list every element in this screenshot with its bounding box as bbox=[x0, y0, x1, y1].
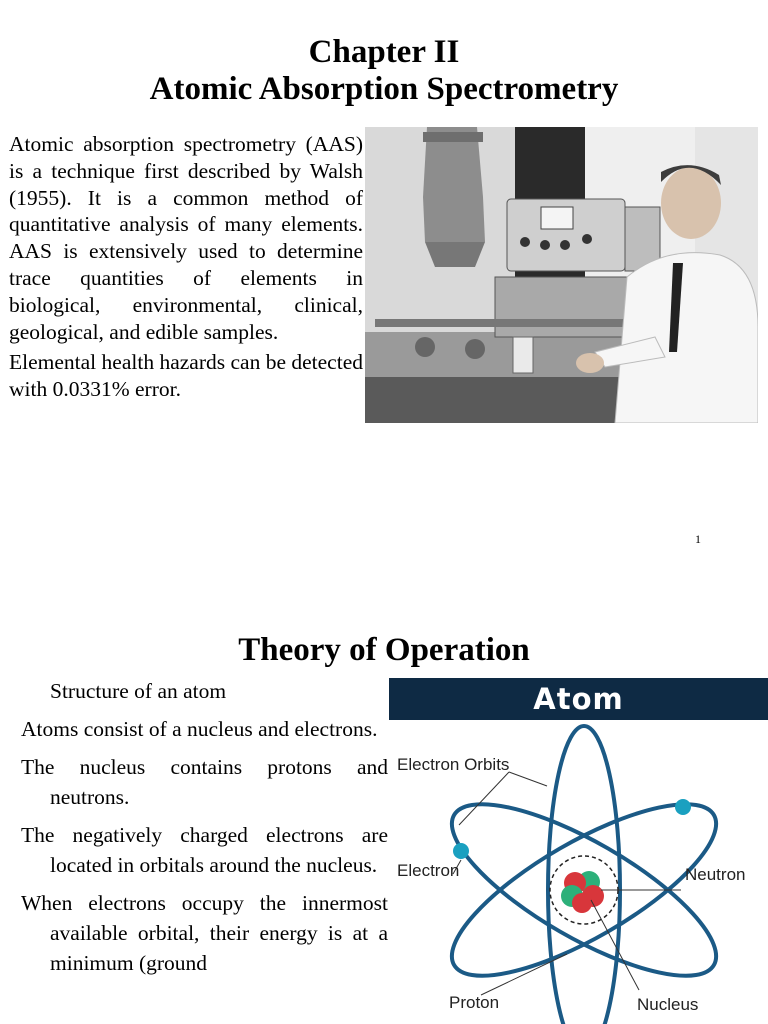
bullet-item: When electrons occupy the innermost available orbital, their energy is at a minimum (ground bbox=[21, 891, 388, 975]
photo-illustration bbox=[365, 127, 758, 423]
label-proton: Proton bbox=[449, 993, 500, 1012]
bullet-item: Atoms consist of a nucleus and electrons. bbox=[21, 717, 378, 741]
slide-2-body bbox=[21, 676, 388, 986]
label-electron-orbits: Electron Orbits bbox=[397, 755, 510, 774]
label-electron: Electron bbox=[397, 861, 460, 880]
subtitle: Structure of an atom bbox=[50, 679, 227, 703]
bullet-item: The negatively charged electrons are located in orbitals around the nucleus. bbox=[21, 823, 388, 877]
error-statement: Elemental health hazards can be detected with 0.0331% error. bbox=[9, 350, 363, 402]
electron-icon bbox=[675, 799, 691, 815]
label-nucleus: Nucleus bbox=[637, 995, 699, 1014]
atom-diagram bbox=[389, 678, 768, 1024]
chapter-title: Atomic Absorption Spectrometry bbox=[149, 70, 619, 107]
label-neutron: Neutron bbox=[685, 865, 746, 884]
slide-2 bbox=[0, 620, 768, 1024]
bullet-item: The nucleus contains protons and neutrons. bbox=[21, 755, 388, 809]
electron-icon bbox=[453, 843, 469, 859]
slide-2-title: Theory of Operation bbox=[238, 632, 530, 668]
proton-icon bbox=[572, 893, 592, 913]
aas-instrument-photo bbox=[365, 127, 758, 423]
aas-description: Atomic absorption spectrometry (AAS) is a technique first described by Walsh (1955). It is a common method of quantitative analysis of many elements. AAS is extensively used to determine trace quantities of elements in biological, environmental, clinical, geological, and edible samples. bbox=[9, 132, 363, 344]
slide-1-title bbox=[0, 34, 768, 108]
atom-illustration bbox=[389, 720, 768, 1024]
atom-diagram-header: Atom bbox=[389, 678, 768, 720]
page-number: 1 bbox=[695, 532, 701, 546]
chapter-heading: Chapter II bbox=[308, 34, 460, 70]
slide-1-body bbox=[9, 131, 363, 407]
